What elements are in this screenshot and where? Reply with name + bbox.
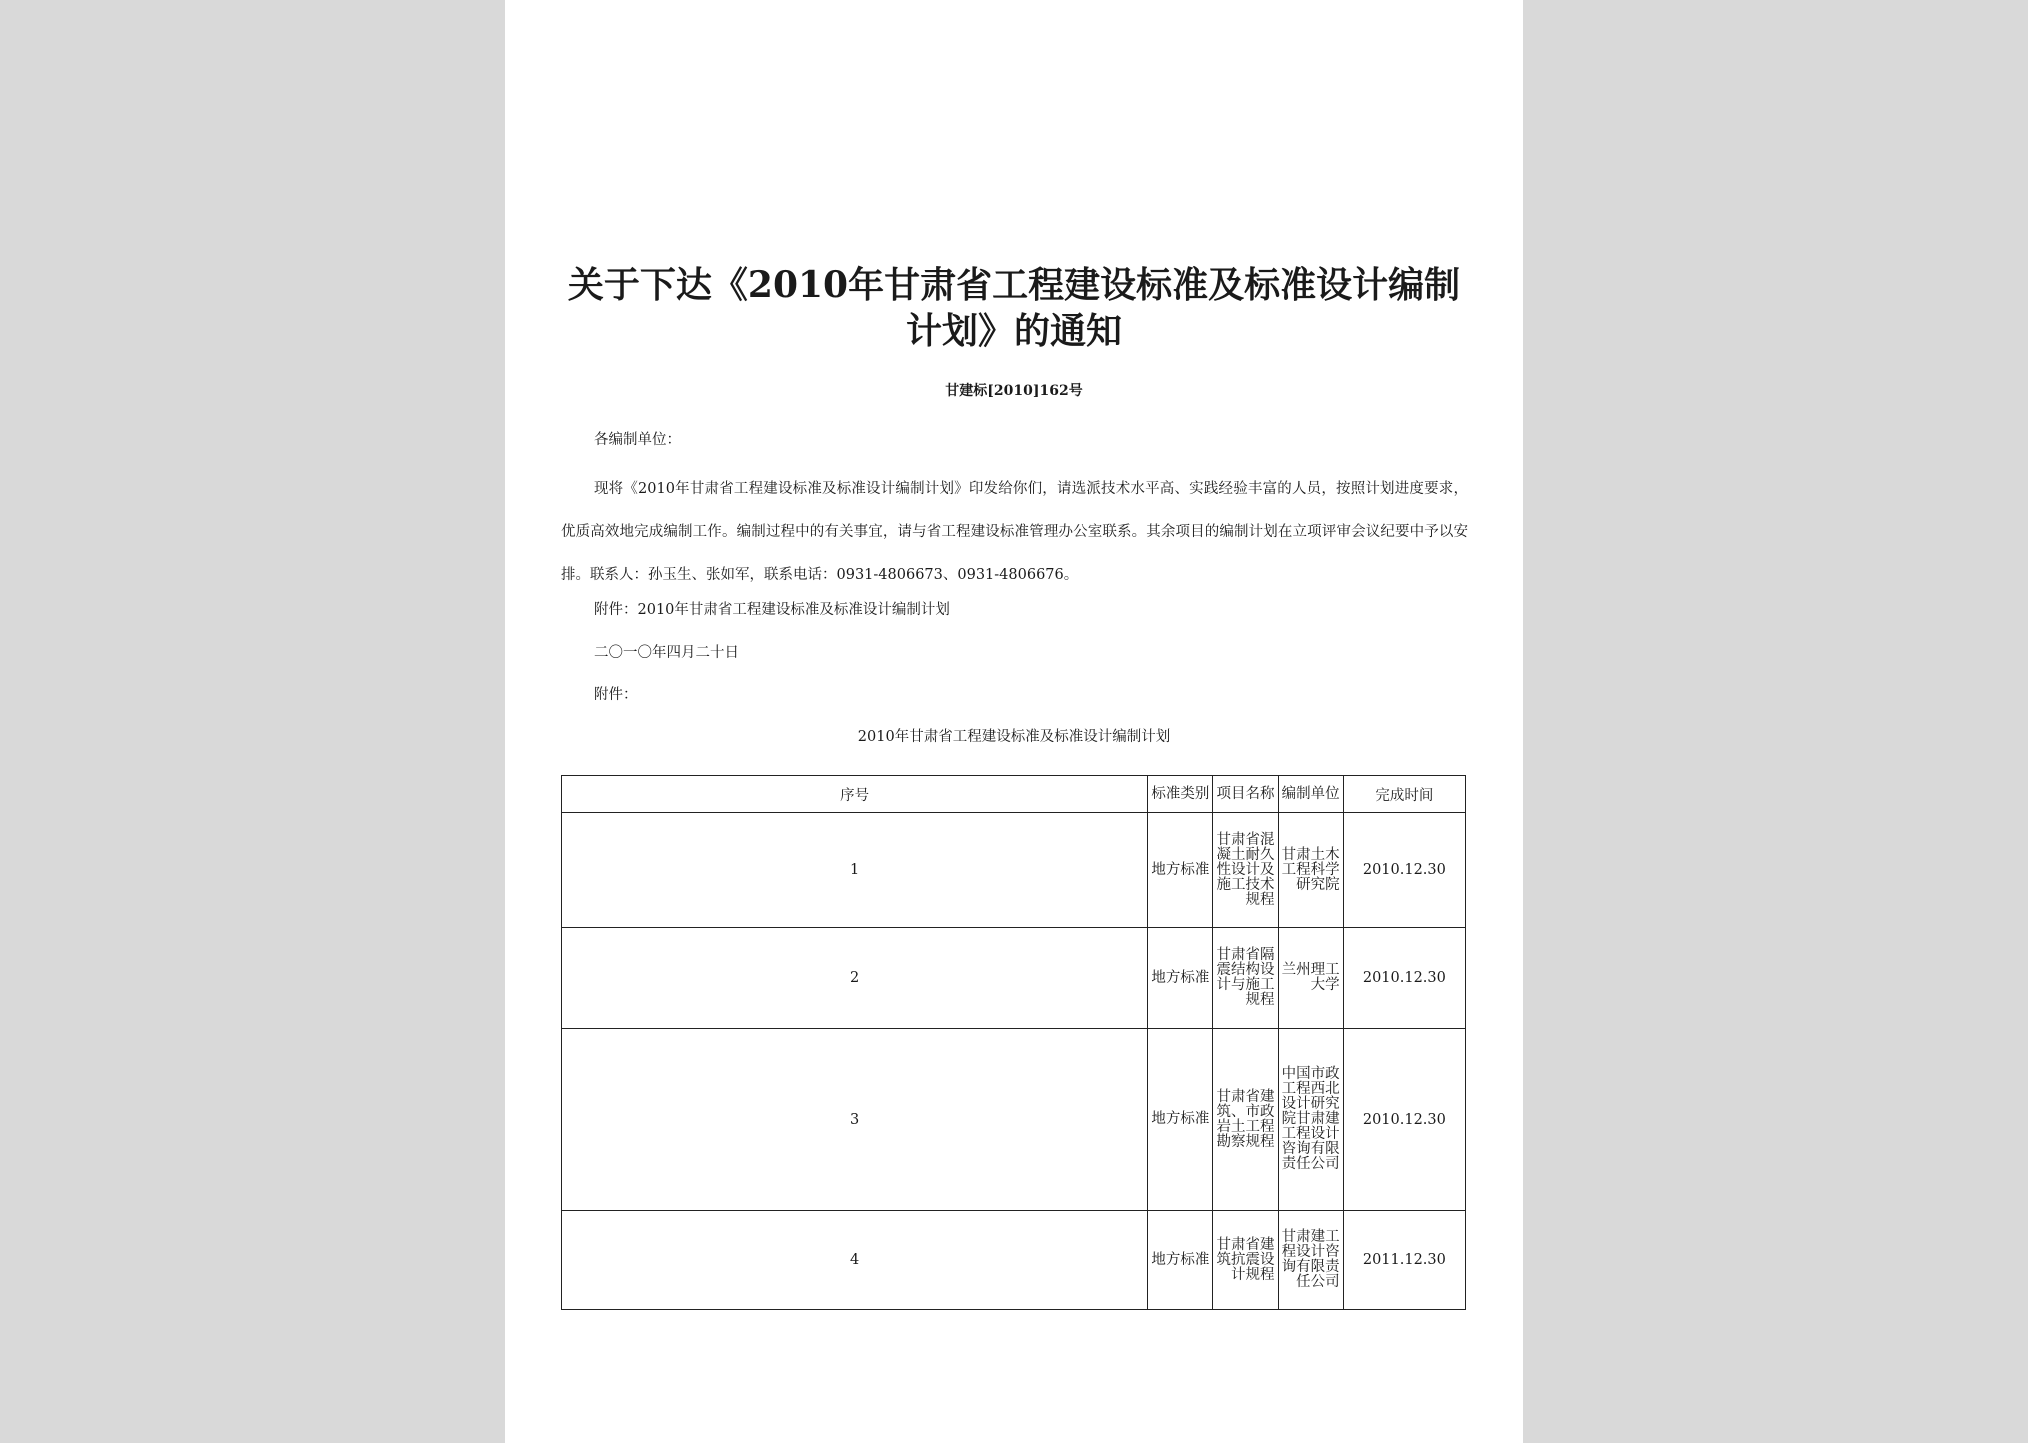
table-row bbox=[562, 1211, 1466, 1310]
row-unit: 甘肃土木工程科学研究院 bbox=[1281, 846, 1340, 893]
salutation: 各编制单位： bbox=[594, 432, 681, 448]
row-category: 地方标准 bbox=[1151, 1111, 1210, 1127]
table-header-row bbox=[562, 776, 1466, 813]
row-unit: 兰州理工大学 bbox=[1281, 962, 1340, 993]
row-name: 甘肃省建筑、市政岩土工程勘察规程 bbox=[1216, 1088, 1275, 1150]
document-page bbox=[505, 0, 1523, 1443]
header-category: 标准类别 bbox=[1151, 785, 1210, 802]
header-no: 序号 bbox=[562, 776, 1148, 813]
row-name: 甘肃省隔震结构设计与施工规程 bbox=[1216, 947, 1275, 1008]
row-category: 地方标准 bbox=[1151, 1251, 1210, 1268]
title-line-2: 计划》的通知 bbox=[905, 310, 1122, 352]
row-no: 4 bbox=[562, 1211, 1148, 1310]
row-date: 2011.12.30 bbox=[1343, 1211, 1465, 1310]
plan-table bbox=[561, 775, 1466, 1310]
row-no: 1 bbox=[562, 813, 1148, 928]
title-line-1: 关于下达《2010年甘肃省工程建设标准及标准设计编制 bbox=[567, 264, 1461, 306]
row-name: 甘肃省混凝土耐久性设计及施工技术规程 bbox=[1216, 831, 1275, 908]
table-row bbox=[562, 813, 1466, 928]
document-number: 甘建标[2010]162号 bbox=[945, 383, 1083, 399]
plan-caption: 2010年甘肃省工程建设标准及标准设计编制计划 bbox=[857, 729, 1171, 745]
attachment-label: 附件： bbox=[594, 687, 638, 703]
document-title bbox=[505, 262, 1523, 354]
header-date: 完成时间 bbox=[1343, 776, 1465, 813]
header-name: 项目名称 bbox=[1216, 785, 1275, 802]
row-no: 2 bbox=[562, 928, 1148, 1029]
body-paragraph: 现将《2010年甘肃省工程建设标准及标准设计编制计划》印发给你们，请选派技术水平高、实践经验丰富的人员，按照计划进度要求，优质高效地完成编制工作。编制过程中的有关事宜，请与省工程建设标准管理办公室联系。其余项目的编制计划在立项评审会议纪要中予以安排。联系人：孙玉生、张如军，联系电话：0931-4806673、0931-4806676。 bbox=[561, 481, 1468, 583]
row-no: 3 bbox=[562, 1029, 1148, 1211]
row-name: 甘肃省建筑抗震设计规程 bbox=[1216, 1236, 1275, 1283]
row-unit: 甘肃建工程设计咨询有限责任公司 bbox=[1281, 1229, 1340, 1290]
issue-date: 二〇一〇年四月二十日 bbox=[594, 645, 739, 661]
row-category: 地方标准 bbox=[1151, 861, 1210, 878]
table-row bbox=[562, 928, 1466, 1029]
header-unit: 编制单位 bbox=[1281, 785, 1340, 802]
table-row bbox=[562, 1029, 1466, 1211]
row-unit: 中国市政工程西北设计研究院甘肃建工程设计咨询有限责任公司 bbox=[1281, 1066, 1340, 1172]
row-category: 地方标准 bbox=[1151, 969, 1210, 986]
attachment-line: 附件：2010年甘肃省工程建设标准及标准设计编制计划 bbox=[594, 602, 950, 618]
row-date: 2010.12.30 bbox=[1343, 1029, 1465, 1211]
row-date: 2010.12.30 bbox=[1343, 928, 1465, 1029]
row-date: 2010.12.30 bbox=[1343, 813, 1465, 928]
